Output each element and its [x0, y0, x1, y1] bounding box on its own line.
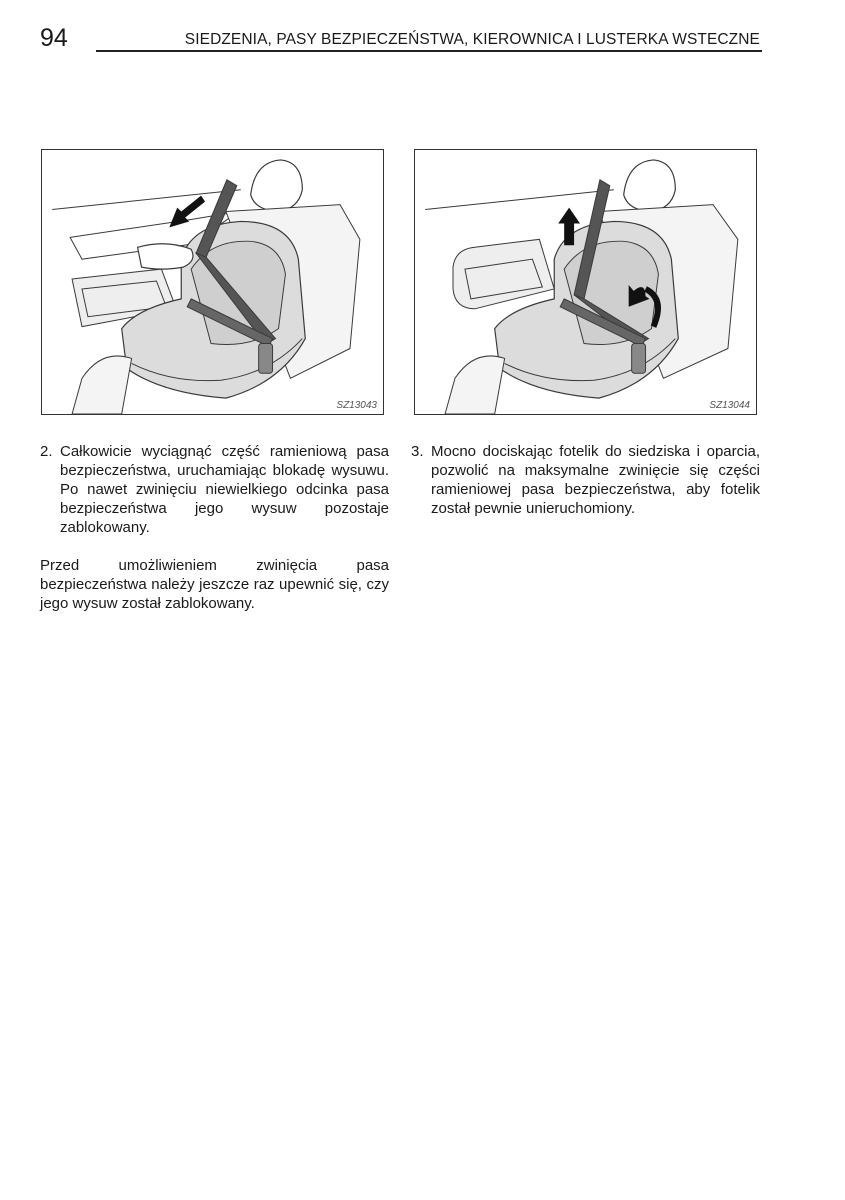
step-number: 2.: [40, 443, 53, 460]
text-column-left: [40, 442, 389, 613]
step-text: Całkowicie wyciągnąć część ramieniową pasa bezpieczeństwa, uruchamiając blokadę wysuwu. Po nawet zwinięciu niewielkiego odcinka pasa bezpieczeństwa jego wysuw pozostaje zablokowany.: [60, 443, 389, 536]
figure-code: SZ13044: [709, 400, 750, 411]
step-3: [411, 442, 760, 518]
illustration-pull-belt: [41, 149, 384, 415]
section-title: SIEDZENIA, PASY BEZPIECZEŃSTWA, KIEROWNICA I LUSTERKA WSTECZNE: [184, 31, 760, 48]
text-column-right: [411, 442, 760, 518]
step-number: 3.: [411, 443, 424, 460]
illustration-retract-belt: [414, 149, 757, 415]
step-2: [40, 442, 389, 537]
child-seat-illustration-left: [42, 150, 383, 414]
figure-code: SZ13043: [336, 400, 377, 411]
page-number: 94: [40, 24, 68, 52]
note-paragraph: Przed umożliwieniem zwinięcia pasa bezpieczeństwa należy jeszcze raz upewnić się, czy jego wysuw został zablokowany.: [40, 557, 389, 612]
page-header: [40, 26, 762, 52]
child-seat-illustration-right: [415, 150, 756, 414]
arrow-pull-down-left-icon: [169, 196, 205, 228]
header-rule: [96, 50, 762, 52]
step-text: Mocno dociskając fotelik do siedziska i oparcia, pozwolić na maksymalne zwinięcie się części ramieniowej pasa bezpieczeństwa, aby fotelik został pewnie unieruchomiony.: [431, 443, 760, 517]
